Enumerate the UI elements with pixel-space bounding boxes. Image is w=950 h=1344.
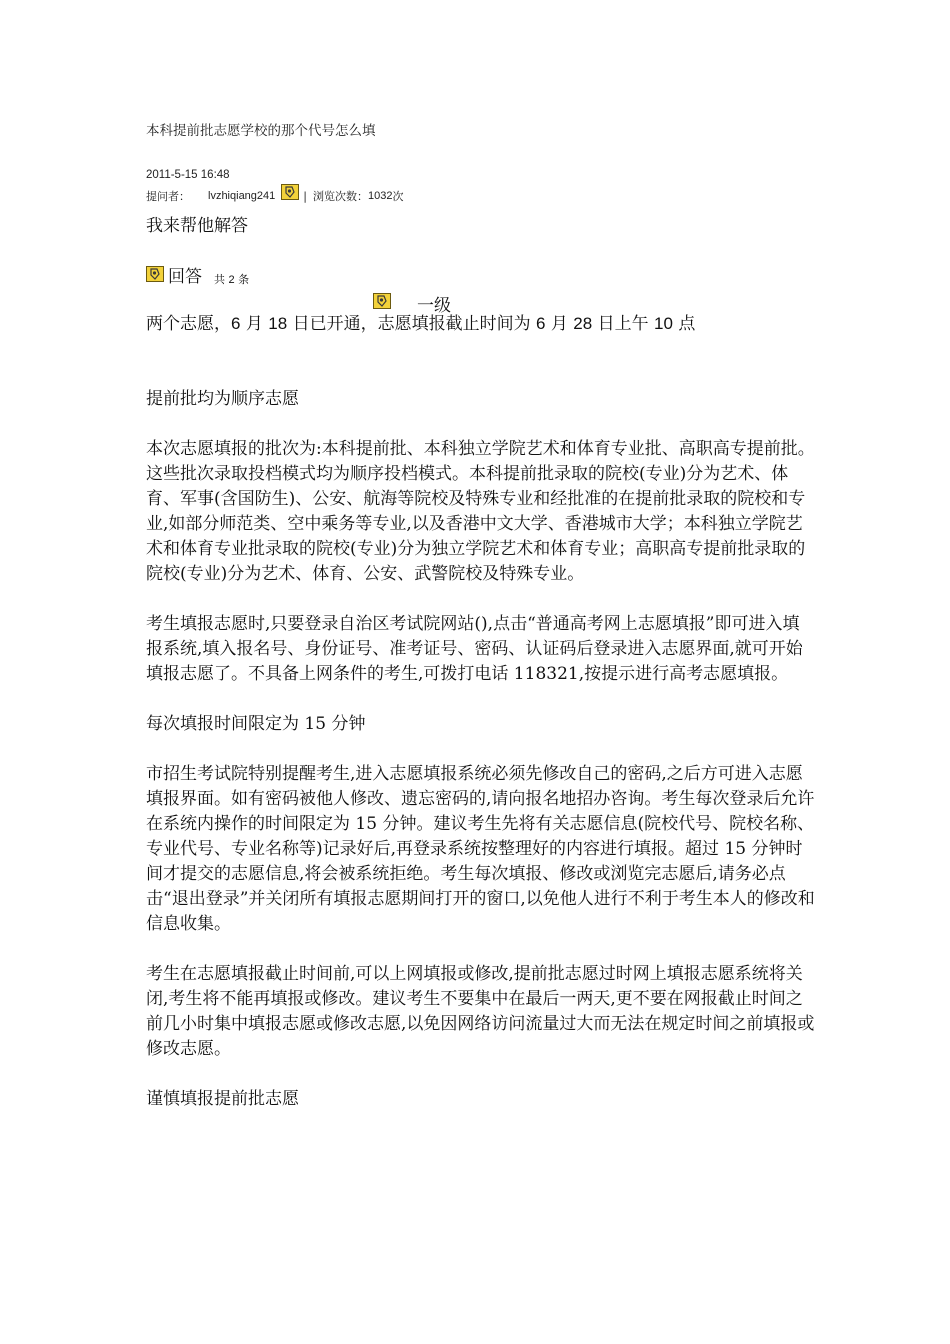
spacer [146, 687, 816, 712]
user-icon [281, 184, 299, 200]
line1-num-b: 6 [231, 314, 241, 333]
line1-num-f: 6 [536, 314, 546, 333]
answers-count-prefix: 共 [214, 273, 225, 286]
line1-num-j: 10 [654, 314, 673, 333]
answers-count-suffix: 条 [238, 273, 250, 286]
line1-text-a: 两个志愿， [146, 314, 231, 334]
views-count: 1032 [368, 190, 393, 202]
asker-label: 提问者： [146, 190, 190, 203]
answers-label: 回答 [168, 266, 202, 287]
answer-body [146, 311, 816, 1112]
help-answer-link[interactable]: 我来帮他解答 [146, 216, 248, 236]
spacer [146, 412, 816, 437]
paragraph-batches: 本次志愿填报的批次为:本科提前批、本科独立学院艺术和体育专业批、高职高专提前批。这些批次录取投档模式均为顺序投档模式。本科提前批录取的院校(专业)分为艺术、体育、军事(含国防生)、公安、航海等院校及特殊专业和经批准的在提前批录取的院校和专业,如部分师范类、空中乘务等专业,以及香港中文大学、香港城市大学；本科独立学院艺术和体育专业批录取的院校(专业)分为独立学院艺术和体育专业；高职高专提前批录取的院校(专业)分为艺术、体育、公安、武警院校及特殊专业。 [146, 439, 815, 584]
answer-line-1 [146, 311, 816, 337]
views-label: 浏览次数： [313, 190, 368, 203]
line1-text-e: 日已开通，志愿填报截止时间为 [287, 314, 537, 334]
line1-text-k: 点 [672, 314, 696, 334]
spacer [146, 1062, 816, 1087]
spacer [146, 737, 816, 762]
line1-text-c: 月 [240, 314, 269, 334]
question-meta [146, 188, 403, 204]
user-level-icon [373, 293, 391, 309]
line1-text-i: 日上午 [592, 314, 655, 334]
question-title: 本科提前批志愿学校的那个代号怎么填 [146, 123, 376, 139]
heading-careful-filing: 谨慎填报提前批志愿 [146, 1089, 299, 1109]
level-label: 一级 [417, 296, 451, 316]
question-datetime: 2011-5-15 16:48 [146, 169, 230, 181]
spacer [146, 937, 816, 962]
line1-num-h: 28 [573, 314, 593, 333]
line1-text-g: 月 [545, 314, 574, 334]
answers-header [146, 261, 249, 287]
answer-icon [146, 266, 164, 282]
heading-sequential: 提前批均为顺序志愿 [146, 389, 299, 409]
asker-name[interactable]: lvzhiqiang241 [208, 190, 276, 202]
meta-separator: | [303, 189, 307, 203]
answers-count-value: 2 [228, 274, 235, 286]
paragraph-online-filing: 考生填报志愿时,只要登录自治区考试院网站(),点击“普通高考网上志愿填报”即可进入填报系统,填入报名号、身份证号、准考证号、密码、认证码后登录进入志愿界面,就可开始填报志愿了。不具备上网条件的考生,可拨打电话 118321,按提示进行高考志愿填报。 [146, 614, 803, 684]
views-unit: 次 [392, 190, 404, 203]
paragraph-deadline-advice: 考生在志愿填报截止时间前,可以上网填报或修改,提前批志愿过时网上填报志愿系统将关闭,考生将不能再填报或修改。建议考生不要集中在最后一两天,更不要在网报截止时间之前几小时集中填报志愿或修改志愿,以免因网络访问流量过大而无法在规定时间之前填报或修改志愿。 [146, 964, 815, 1059]
spacer [146, 337, 816, 387]
heading-time-limit: 每次填报时间限定为 15 分钟 [146, 714, 366, 734]
line1-num-d: 18 [268, 314, 288, 333]
answers-count [214, 271, 249, 287]
paragraph-password-reminder: 市招生考试院特别提醒考生,进入志愿填报系统必须先修改自己的密码,之后方可进入志愿填报界面。如有密码被他人修改、遗忘密码的,请向报名地招办咨询。考生每次登录后允许在系统内操作的时间限定为 15 分钟。建议考生先将有关志愿信息(院校代号、院校名称、专业代号、专业名称等)记录好后,再登录系统按整理好的内容进行填报。超过 15 分钟时间才提交的志愿信息,将会被系统拒绝。考生每次填报、修改或浏览完志愿后,请务必点击“退出登录”并关闭所有填报志愿期间打开的窗口,以免他人进行不利于考生本人的修改和信息收集。 [146, 764, 815, 934]
spacer [146, 587, 816, 612]
